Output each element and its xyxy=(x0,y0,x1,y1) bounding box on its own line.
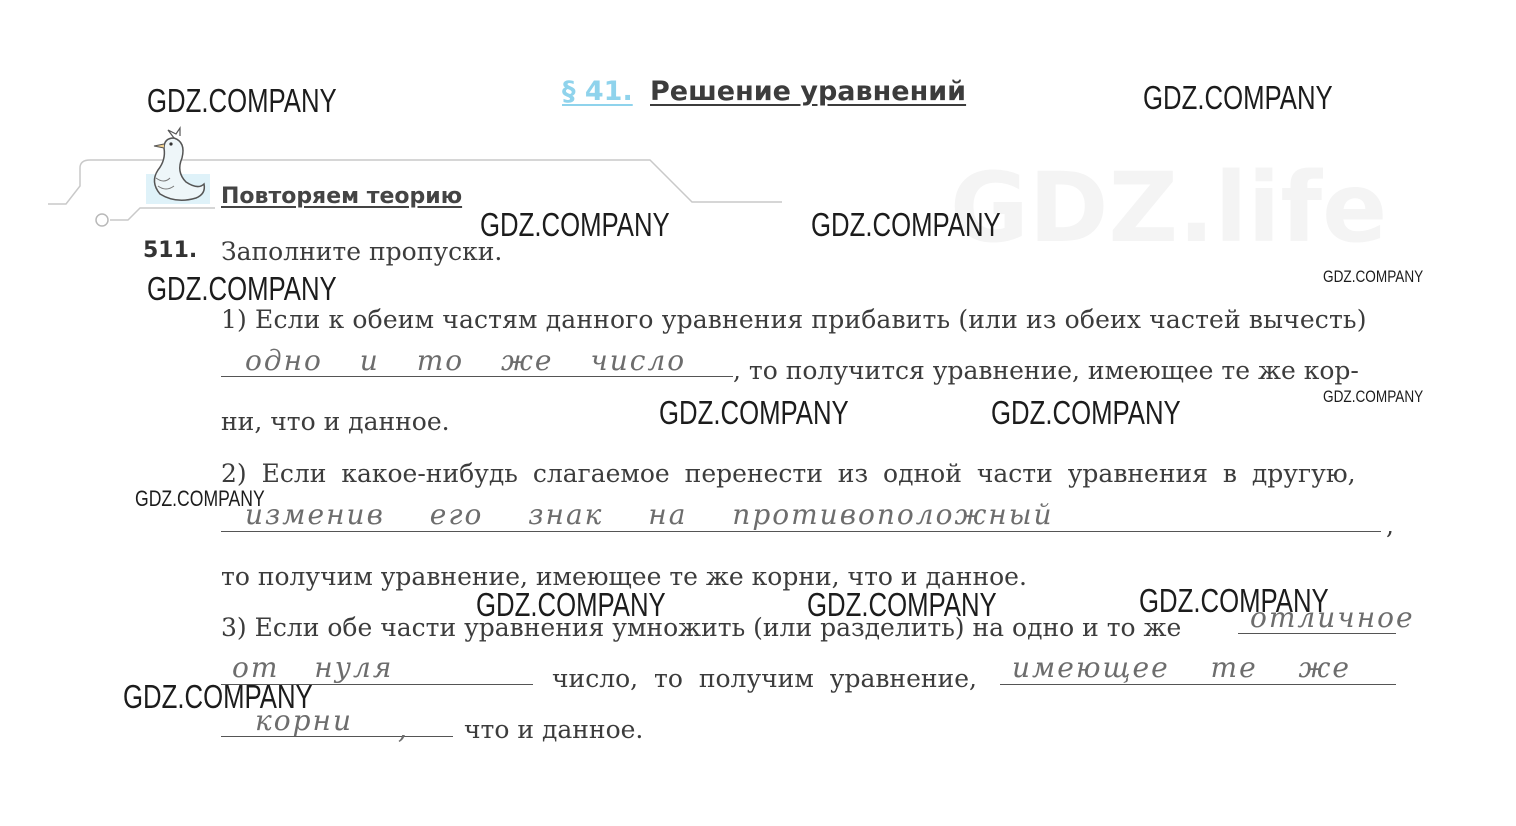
item3-end-text: что и данное. xyxy=(464,715,644,744)
item3-answer-c: имеющее те же xyxy=(1012,651,1351,684)
item2-answer: изменив его знак на противоположный xyxy=(245,498,1054,531)
watermark: GDZ.COMPANY xyxy=(1143,79,1333,116)
item1-answer: одно и то же число xyxy=(245,344,687,377)
section-number: § 41. xyxy=(562,76,633,107)
item3-blank-c xyxy=(1000,684,1396,685)
theory-banner xyxy=(0,120,800,230)
background-watermark: GDZ.life xyxy=(950,152,1388,264)
watermark: GDZ.COMPANY xyxy=(476,586,666,623)
watermark: GDZ.COMPANY xyxy=(123,678,313,715)
item2-line1: 2) Если какое-нибудь слагаемое перенести из одной части уравнения в другую, xyxy=(221,459,1356,488)
exercise-number: 511. xyxy=(143,238,198,263)
theory-label: Повторяем теорию xyxy=(221,184,463,209)
item2-answer-blank xyxy=(221,531,1381,532)
item2-comma: , xyxy=(1386,511,1394,540)
exercise-task: Заполните пропуски. xyxy=(221,237,503,266)
item3-line1: 3) Если обе части уравнения умножить (или разделить) на одно и то же xyxy=(221,613,1182,642)
item1-line1: 1) Если к обеим частям данного уравнения прибавить (или из обеих частей вычесть) xyxy=(221,305,1367,334)
item1-line2: , то получится уравнение, имеющее те же кор- xyxy=(733,356,1359,385)
watermark: GDZ.COMPANY xyxy=(147,82,337,119)
watermark: GDZ.COMPANY xyxy=(1323,267,1424,286)
item1-line3: ни, что и данное. xyxy=(221,407,450,436)
item3-answer-b: от нуля xyxy=(232,651,394,684)
watermark: GDZ.COMPANY xyxy=(135,486,265,511)
item3-mid-text: число, то получим уравнение, xyxy=(552,664,977,693)
bird-mascot-icon xyxy=(154,128,204,200)
watermark: GDZ.COMPANY xyxy=(1139,582,1329,619)
watermark: GDZ.COMPANY xyxy=(811,206,1001,243)
watermark: GDZ.COMPANY xyxy=(480,206,670,243)
watermark: GDZ.COMPANY xyxy=(991,394,1181,431)
watermark: GDZ.COMPANY xyxy=(147,270,337,307)
watermark: GDZ.COMPANY xyxy=(659,394,849,431)
item3-answer-d: корни xyxy=(255,704,353,737)
item3-comma: , xyxy=(398,712,409,745)
watermark: GDZ.COMPANY xyxy=(807,586,997,623)
item2-line3: то получим уравнение, имеющее те же корни, что и данное. xyxy=(221,562,1027,591)
item3-answer-a: отличное xyxy=(1250,601,1415,634)
section-title: Решение уравнений xyxy=(650,76,967,107)
watermark: GDZ.COMPANY xyxy=(1323,387,1424,406)
